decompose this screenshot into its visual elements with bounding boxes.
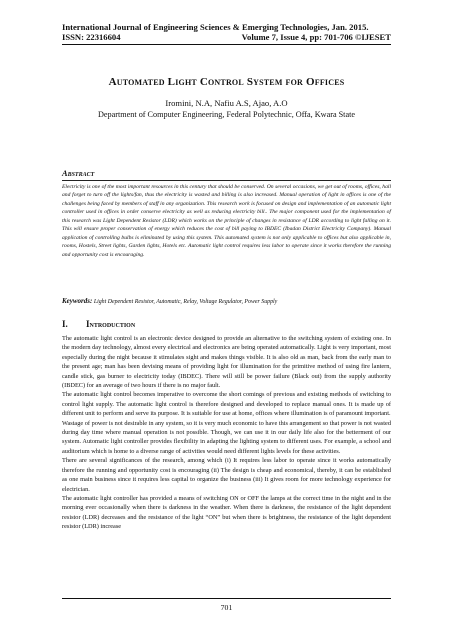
- journal-name: International Journal of Engineering Sciences & Emerging Technologies, Jan. 2015.: [62, 22, 369, 32]
- page-number: 701: [220, 603, 233, 612]
- issn: ISSN: 22316604: [62, 32, 121, 42]
- section-body: [62, 334, 391, 532]
- paragraph: There are several significances of the research, among which (i) It requires less labor to operate since it works automatically therefore the running and opportunity cost is encouraging (ii) The design is cheap and economical, thereby, it can be established as one main business since it requires less capital to organize the business (iii) It gives room for more technology experience for electrician.: [62, 457, 391, 493]
- header-rule: [62, 44, 391, 45]
- journal-issue-line: [62, 32, 391, 42]
- keywords: [62, 297, 391, 305]
- paragraph: The automatic light controller has provided a means of switching ON or OFF the lamps at the correct time in the night and in the morning ever occasionally when there is darkness in the weather. When there is darkness, the resistance of the light dependent resistor (LDR) decreases and the resistance of the light “ON” but when there is brightness, the resistance of the light dependent resistor (LDR) increase: [62, 494, 391, 531]
- section-title: Introduction: [86, 319, 136, 329]
- abstract-rule: [62, 180, 391, 181]
- abstract-heading: Abstract: [62, 169, 95, 178]
- paper-affiliation: Department of Computer Engineering, Federal Polytechnic, Offa, Kwara State: [98, 110, 355, 119]
- paragraph: The automatic light control is an electronic device designed to provide an alternative to the switching system of existing one. In the modern day technology, almost every electrical and electronics are being operated automatically. Light is very important, most especially during the night because it stimulates sight and makes things visible. It is also old as man, back from the early man to the present age; man has been devising means of providing light for illumination for the primitive method of using fire lantern, candle stick, gas burner to electricity today (IBDEC). There will still be power failure (Black out) from the supply authority (IBDEC) for an average of two hours if there is no major fault.: [62, 335, 391, 390]
- section-number: I.: [62, 319, 68, 329]
- section-heading: [62, 319, 135, 329]
- paper-title: Automated Light Control System for Offices: [108, 76, 345, 88]
- paper-authors: Iromini, N.A, Nafiu A.S, Ajao, A.O: [165, 98, 288, 108]
- paragraph: Wastage of power is not desirable in any system, so it is very much economic to have this arrangement so that power is not wasted during day time where manual operation is not possible. Though, we can use it in our daily life also for the betterment of our system. Automatic light controller provides flexibility in adapting the lighting system to different uses. For example, a school and auditorium which is home to a diverse range of activities would need different lights levels for these activities.: [62, 419, 391, 455]
- footer-rule: [62, 598, 391, 599]
- abstract-text: Electricity is one of the most important resources in this century that should be conserved. On several occasions, we get out of rooms, offices, hall and forget to turn off the lights/fan, thus the electricity is wasted and billing is also increased. Manual operation of light in offices is one of the challenges being faced by members of staff in any organization. This research work is focused on design and implementation of an automatic light controller used in offices in order conserve electricity as well as reducing electricity bill.. The major component used for the implementation of this research was Light Dependent Resistor (LDR) which works on the principle of changes in resistance of LDR according to light falling on it. This will ensure proper conservation of energy which reduces the cost of bill paying to IBDEC (Ibadan District Electricity Company). Manual application of controlling bulbs is eliminated by using this system. This automated system is not only applicable to offices but also applicable in, rooms, Hostels, Street lights, Garden lights, Hotels etc. Automatic light control requires less labor to operate since it works therefore the running and opportunity cost is encouraging.: [62, 184, 391, 258]
- keywords-label: Keywords:: [62, 297, 93, 305]
- paragraph: The automatic light control becomes imperative to overcome the short comings of previous and existing methods of switching to control light supply. The automatic light control is therefore designed and developed to replace manual ones. It is made up of different unit to perform and serve its purpose. It is suitable for use at home, offices where illumination is of paramount important.: [62, 391, 391, 418]
- keywords-text: Light Dependent Resistor, Automatic, Relay, Voltage Regulator, Power Supply: [93, 299, 278, 305]
- volume-info: Volume 7, Issue 4, pp: 701-706 ©IJESET: [241, 32, 391, 42]
